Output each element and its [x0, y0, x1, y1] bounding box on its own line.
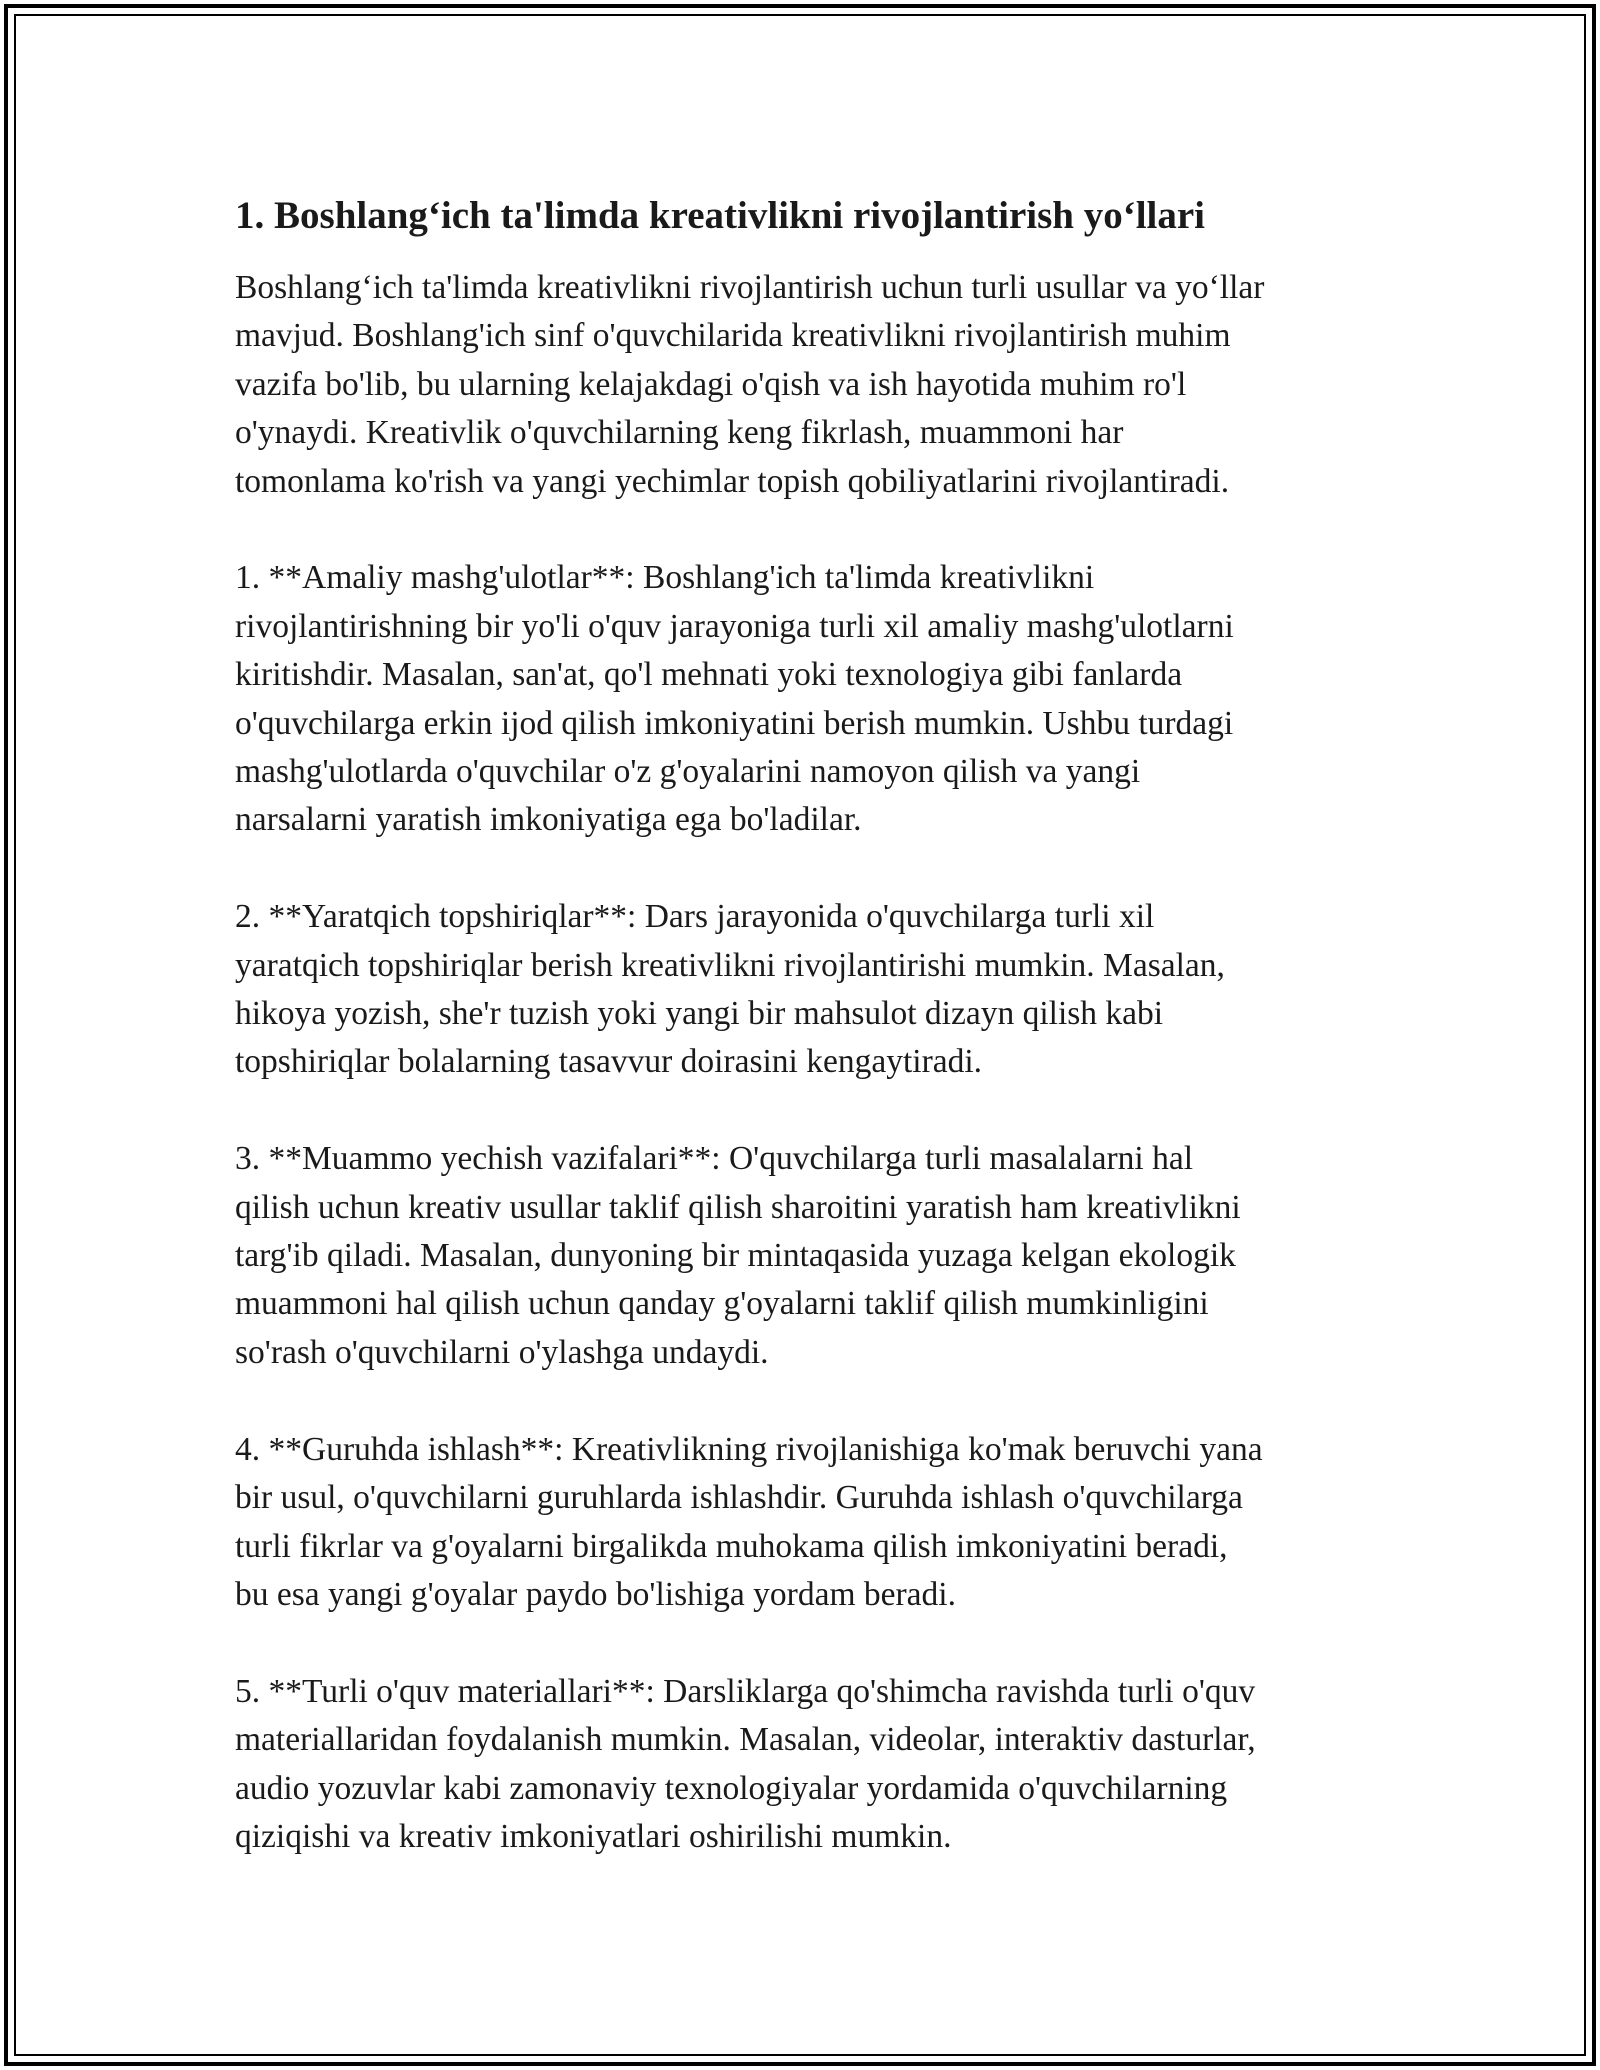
list-item-problem-solving	[235, 1135, 1370, 1377]
text-line: 3. **Muammo yechish vazifalari**: O'quvchilarga turli masalalarni hal	[235, 1140, 1194, 1178]
text-line: 4. **Guruhda ishlash**: Kreativlikning rivojlanishiga ko'mak beruvchi yana	[235, 1430, 1263, 1468]
text-line: targ'ib qiladi. Masalan, dunyoning bir mintaqasida yuzaga kelgan ekologik	[235, 1237, 1236, 1275]
text-line: 2. **Yaratqich topshiriqlar**: Dars jarayonida o'quvchilarga turli xil	[235, 898, 1155, 936]
text-line: audio yozuvlar kabi zamonaviy texnologiyalar yordamida o'quvchilarning	[235, 1769, 1228, 1807]
text-line: turli fikrlar va g'oyalarni birgalikda muhokama qilish imkoniyatini beradi,	[235, 1527, 1228, 1565]
text-line: muammoni hal qilish uchun qanday g'oyalarni taklif qilish mumkinligini	[235, 1285, 1209, 1323]
text-line: narsalarni yaratish imkoniyatiga ega bo'ladilar.	[235, 801, 862, 839]
text-line: tomonlama ko'rish va yangi yechimlar topish qobiliyatlarini rivojlantiradi.	[235, 462, 1230, 500]
text-line: Boshlang‘ich ta'limda kreativlikni rivojlantirish uchun turli usullar va yo‘llar	[235, 269, 1265, 306]
text-line: yaratqich topshiriqlar berish kreativlikni rivojlantirishi mumkin. Masalan,	[235, 946, 1225, 984]
text-line: kiritishdir. Masalan, san'at, qo'l mehnati yoki texnologiya gibi fanlarda	[235, 656, 1183, 694]
text-line: rivojlantirishning bir yo'li o'quv jarayoniga turli xil amaliy mashg'ulotlarni	[235, 607, 1234, 645]
text-line: 5. **Turli o'quv materiallari**: Darsliklarga qo'shimcha ravishda turli o'quv	[235, 1672, 1256, 1710]
list-item-group-work	[235, 1426, 1370, 1620]
text-line: hikoya yozish, she'r tuzish yoki yangi bir mahsulot dizayn qilish kabi	[235, 995, 1164, 1033]
text-line: mavjud. Boshlang'ich sinf o'quvchilarida kreativlikni rivojlantirish muhim	[235, 317, 1231, 355]
list-item-creative-tasks	[235, 893, 1370, 1087]
text-line: materiallaridan foydalanish mumkin. Masalan, videolar, interaktiv dasturlar,	[235, 1721, 1256, 1759]
text-line: o'ynaydi. Kreativlik o'quvchilarning keng fikrlash, muammoni har	[235, 414, 1124, 452]
document-title: 1. Boshlang‘ich ta'limda kreativlikni rivojlantirish yo‘llari	[235, 194, 1206, 237]
text-line: bir usul, o'quvchilarni guruhlarda ishlashdir. Guruhda ishlash o'quvchilarga	[235, 1479, 1243, 1517]
text-line: mashg'ulotlarda o'quvchilar o'z g'oyalarini namoyon qilish va yangi	[235, 753, 1141, 791]
text-line: qilish uchun kreativ usullar taklif qilish sharoitini yaratish ham kreativlikni	[235, 1188, 1241, 1226]
text-line: o'quvchilarga erkin ijod qilish imkoniyatini berish mumkin. Ushbu turdagi	[235, 704, 1234, 742]
text-line: qiziqishi va kreativ imkoniyatlari oshirilishi mumkin.	[235, 1817, 952, 1855]
text-line: bu esa yangi g'oyalar paydo bo'lishiga yordam beradi.	[235, 1575, 956, 1613]
list-item-learning-materials	[235, 1668, 1370, 1862]
document-body	[235, 190, 1370, 1910]
text-line: topshiriqlar bolalarning tasavvur doirasini kengaytiradi.	[235, 1043, 983, 1081]
intro-paragraph	[235, 264, 1370, 506]
list-item-practical-activities	[235, 554, 1370, 844]
text-line: so'rash o'quvchilarni o'ylashga undaydi.	[235, 1333, 769, 1371]
text-line: 1. **Amaliy mashg'ulotlar**: Boshlang'ich ta'limda kreativlikni	[235, 559, 1095, 597]
text-line: vazifa bo'lib, bu ularning kelajakdagi o'qish va ish hayotida muhim ro'l	[235, 365, 1187, 403]
